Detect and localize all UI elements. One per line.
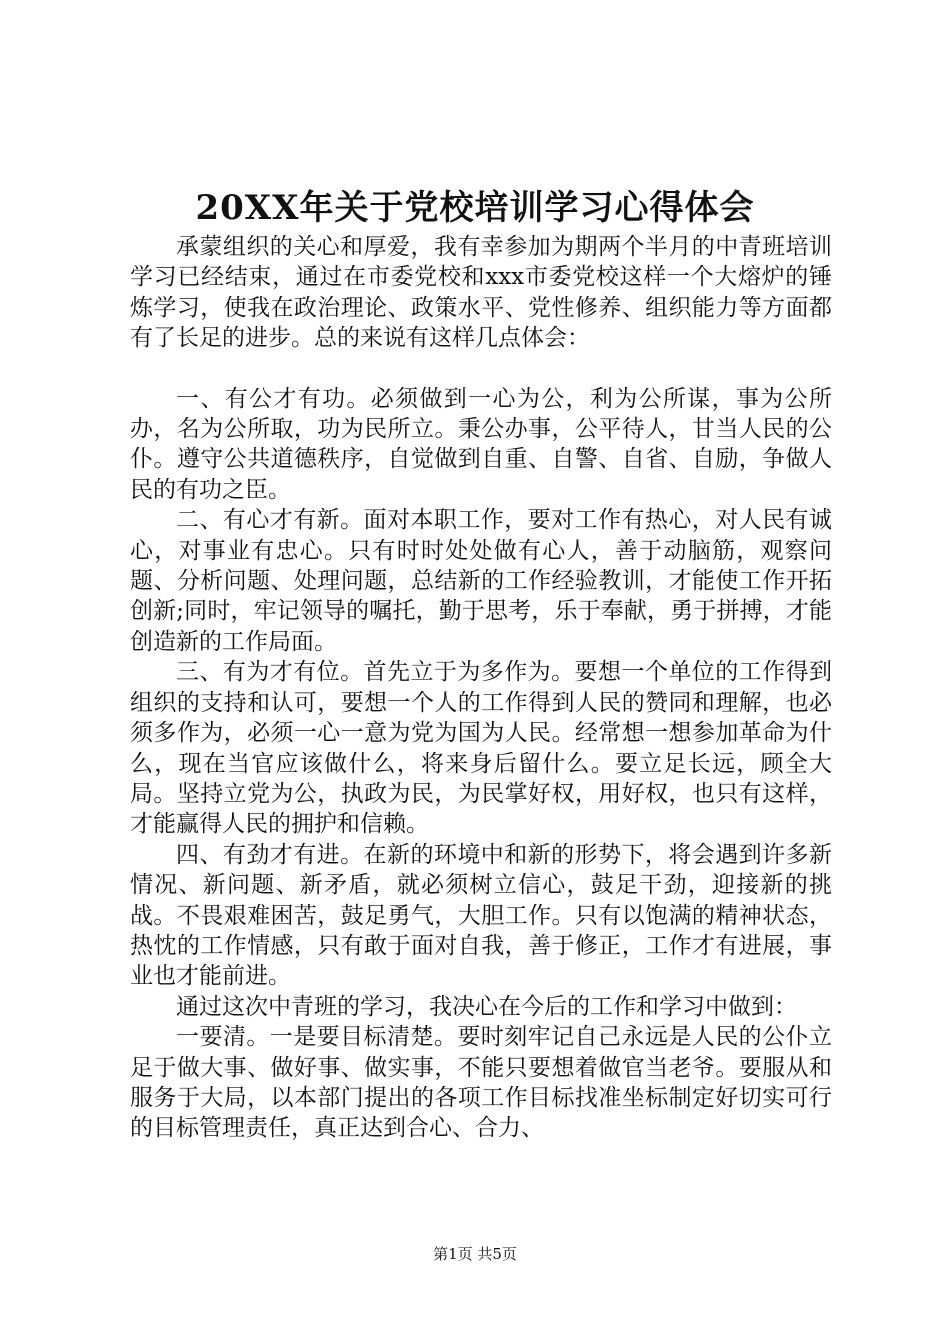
paragraph-intro: 承蒙组织的关心和厚爱，我有幸参加为期两个半月的中青班培训学习已经结束，通过在市委党校和xxx市委党校这样一个大熔炉的锤炼学习，使我在政治理论、政策水平、党性修养、组织能力等方面都有了长足的进步。总的来说有这样几点体会： bbox=[130, 234, 832, 352]
paragraph-point-4: 四、有劲才有进。在新的环境中和新的形势下，将会遇到许多新情况、新问题、新矛盾，就必须树立信心，鼓足干劲，迎接新的挑战。不畏艰难困苦，鼓足勇气，大胆工作。只有以饱满的精神状态，热忱的工作情感，只有敢于面对自我，善于修正，工作才有进展，事业也才能前进。 bbox=[130, 841, 832, 990]
document-body bbox=[130, 232, 832, 1144]
paragraph-goal-1: 一要清。一是要目标清楚。要时刻牢记自己永远是人民的公仆立足于做大事、做好事、做实事，不能只要想着做官当老爷。要服从和服务于大局，以本部门提出的各项工作目标找准坐标制定好切实可行的目标管理责任，真正达到合心、合力、 bbox=[130, 1024, 832, 1142]
document-title: 20XX年关于党校培训学习心得体会 bbox=[195, 188, 755, 228]
paragraph-resolution: 通过这次中青班的学习，我决心在今后的工作和学习中做到： bbox=[176, 993, 797, 1020]
paragraph-point-1: 一、有公才有功。必须做到一心为公，利为公所谋，事为公所办，名为公所取，功为民所立。秉公办事，公平待人，甘当人民的公仆。遵守公共道德秩序，自觉做到自重、自警、自省、自励，争做人民的有功之臣。 bbox=[130, 385, 832, 503]
paragraph-point-3: 三、有为才有位。首先立于为多作为。要想一个单位的工作得到组织的支持和认可，要想一个人的工作得到人民的赞同和理解，也必须多作为，必须一心一意为党为国为人民。经常想一想参加革命为什么，现在当官应该做什么，将来身后留什么。要立足长远，顾全大局。坚持立党为公，执政为民，为民掌好权，用好权，也只有这样，才能赢得人民的拥护和信赖。 bbox=[130, 659, 832, 838]
page-number-footer: 第1页 共5页 bbox=[433, 1245, 517, 1263]
paragraph-point-2: 二、有心才有新。面对本职工作，要对工作有热心，对人民有诚心，对事业有忠心。只有时时处处做有心人，善于动脑筋，观察问题、分析问题、处理问题，总结新的工作经验教训，才能使工作开拓创新;同时，牢记领导的嘱托，勤于思考，乐于奉献，勇于拼搏，才能创造新的工作局面。 bbox=[130, 507, 832, 655]
